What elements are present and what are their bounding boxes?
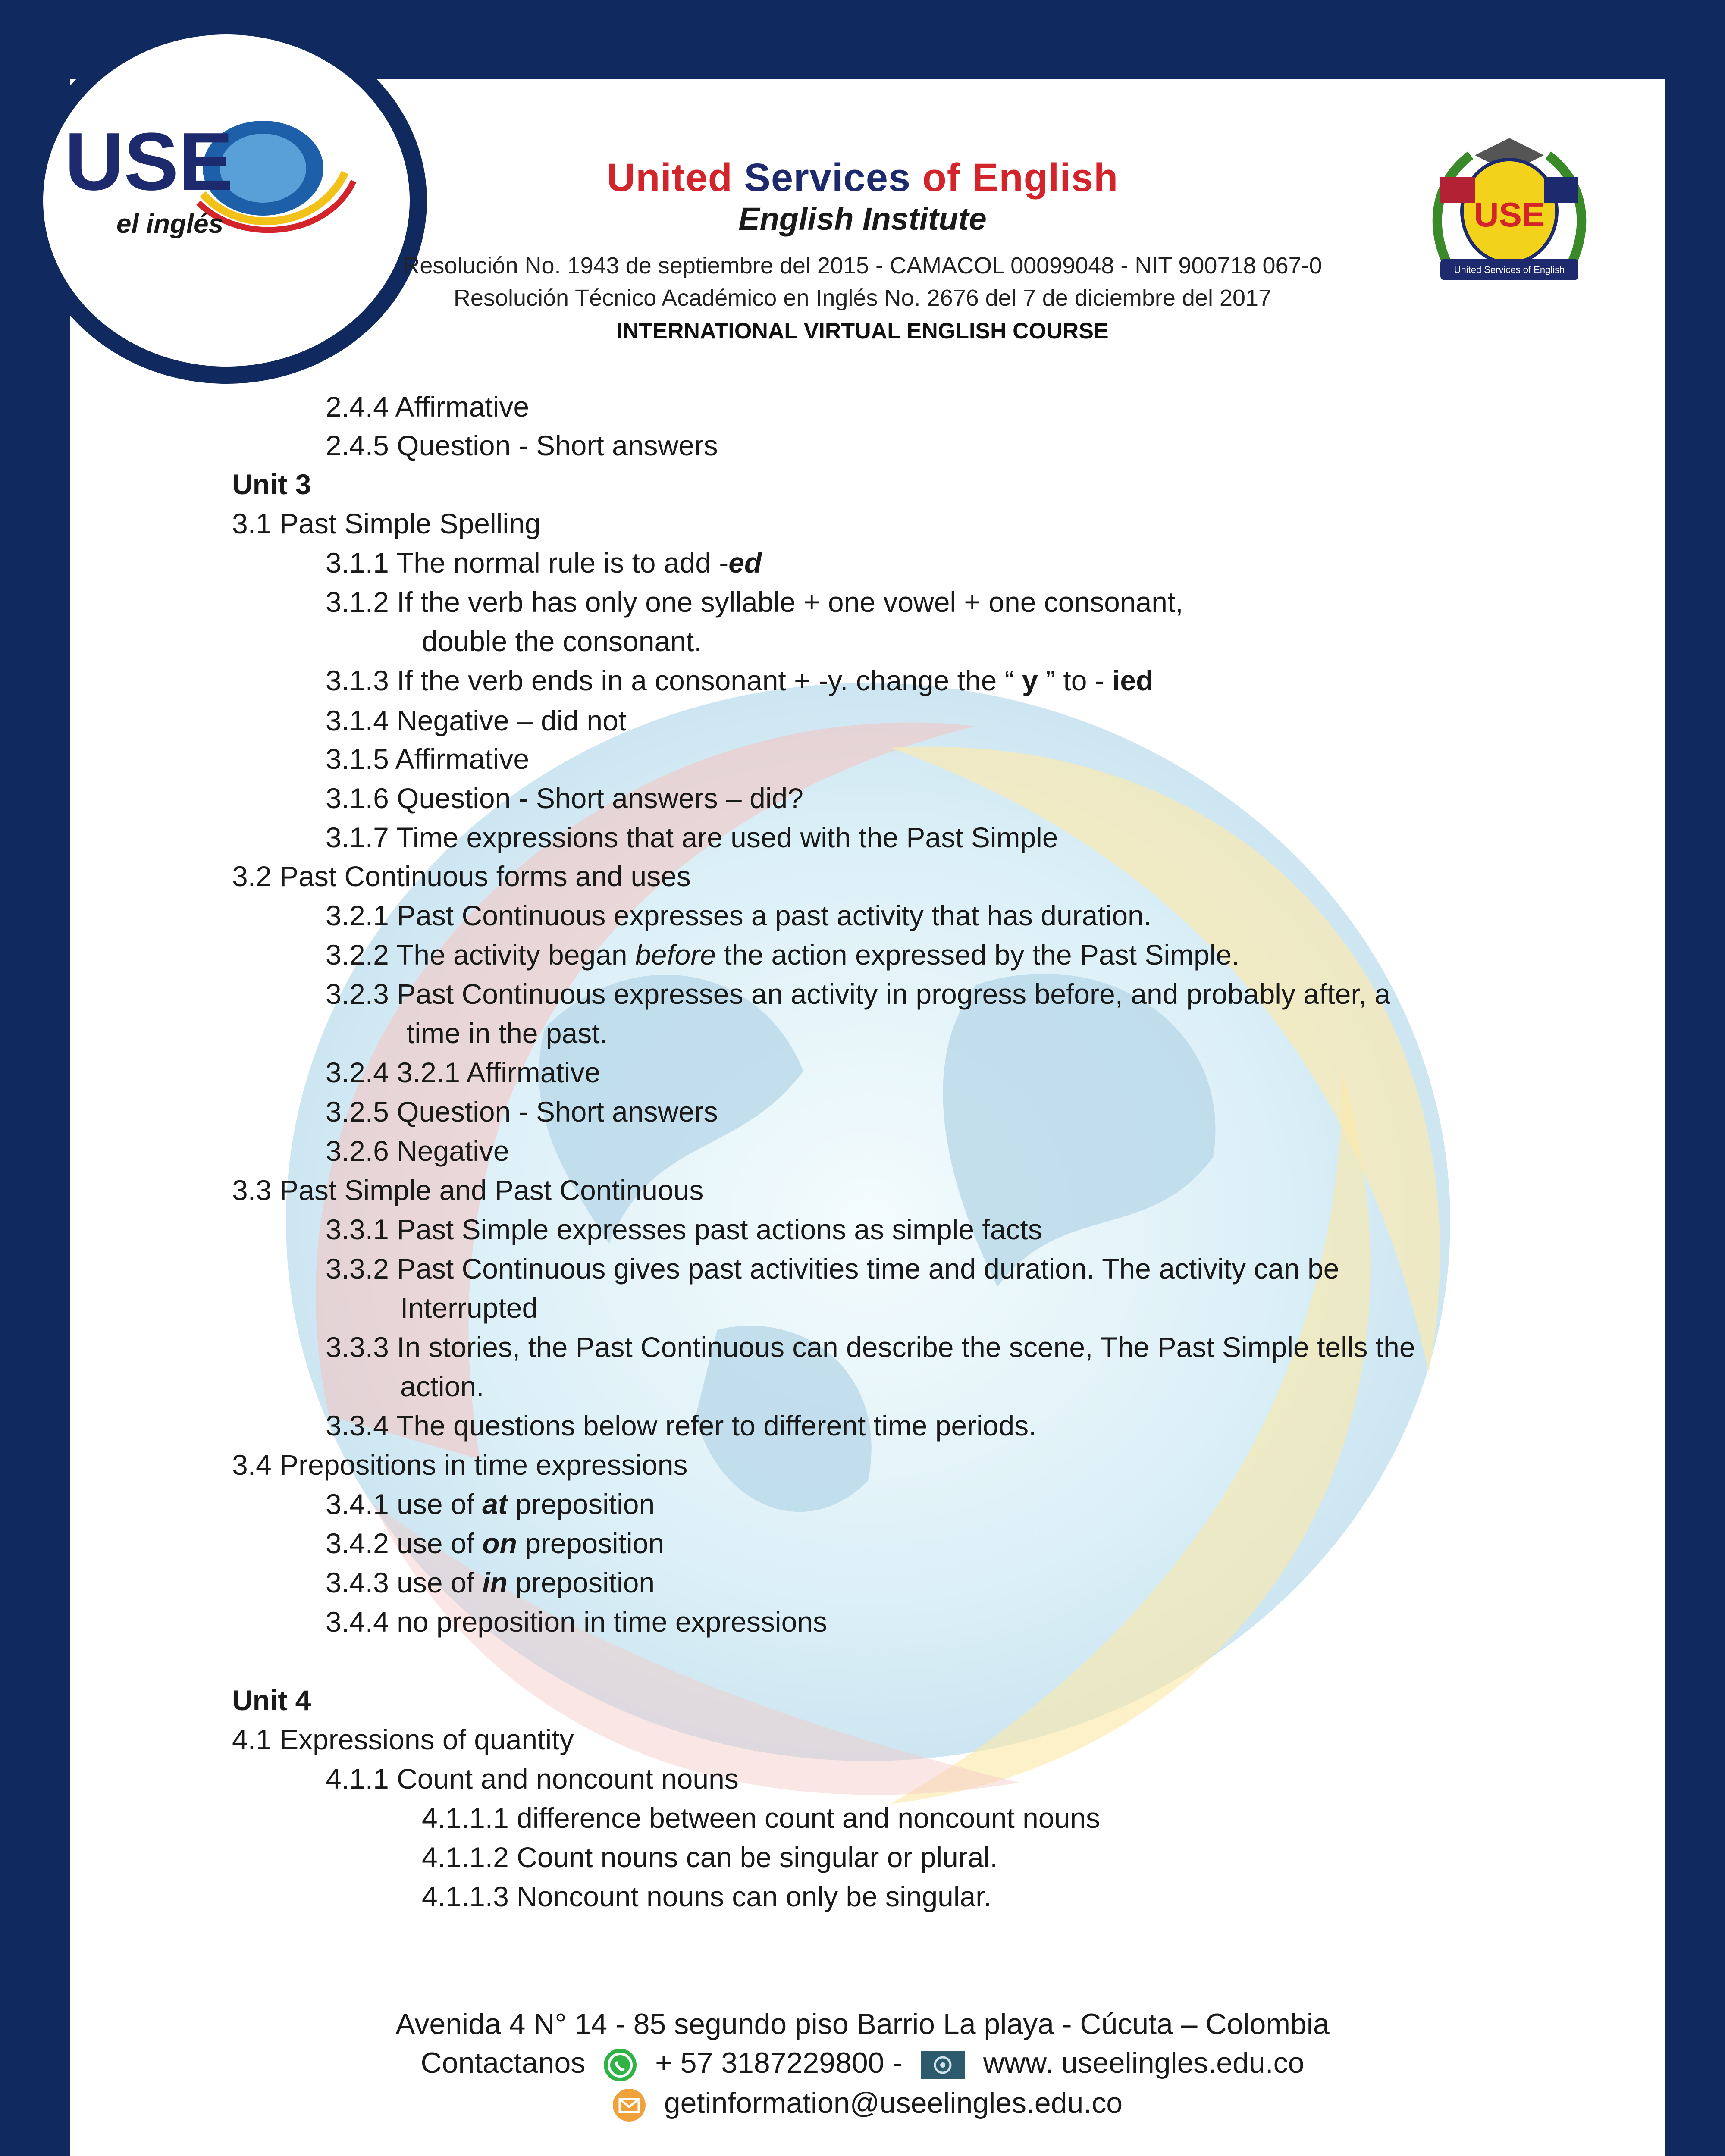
list-item-continuation: double the consonant. — [422, 625, 702, 657]
list-item: 3.2.3 Past Continuous expresses an activity in progress before, and probably after, a — [326, 978, 1391, 1010]
list-item: 3.1.6 Question - Short answers – did? — [326, 782, 803, 814]
list-item-continuation: time in the past. — [407, 1017, 608, 1049]
footer-address: Avenida 4 N° 14 - 85 segundo piso Barrio La playa - Cúcuta – Colombia — [395, 2008, 1330, 2040]
list-item: 2.4.4 Affirmative — [326, 391, 530, 423]
website-link[interactable]: www. useelingles.edu.co — [983, 2046, 1305, 2079]
crest-text: USE — [1474, 195, 1545, 234]
section-heading: 3.2 Past Continuous forms and uses — [232, 860, 691, 892]
list-item: 4.1.1.2 Count nouns can be singular or plural. — [422, 1841, 998, 1873]
list-item: 3.2.5 Question - Short answers — [326, 1096, 718, 1128]
resolution-line-2: Resolución Técnico Académico en Inglés No. 2676 del 7 de diciembre del 2017 — [453, 285, 1272, 311]
list-item: 3.4.2 use of on preposition — [326, 1527, 665, 1559]
list-item: 4.1.1.3 Noncount nouns can only be singular. — [422, 1880, 991, 1912]
list-item: 3.2.4 3.2.1 Affirmative — [326, 1056, 601, 1088]
institute-subtitle: English Institute — [738, 201, 987, 237]
list-item: 3.1.2 If the verb has only one syllable + one vowel + one consonant, — [326, 586, 1183, 618]
footer-email — [0, 2086, 1725, 2123]
list-item-continuation: Interrupted — [400, 1292, 538, 1324]
list-item: 3.3.2 Past Continuous gives past activities time and duration. The activity can be — [326, 1253, 1339, 1285]
list-item: 3.1.3 If the verb ends in a consonant + -y. change the “ y ” to - ied — [326, 664, 1154, 696]
email-icon — [611, 2087, 647, 2123]
logo-text: USE — [65, 116, 233, 207]
list-item: 3.4.1 use of at preposition — [326, 1488, 655, 1520]
list-item: 3.4.4 no preposition in time expressions — [326, 1606, 827, 1638]
unit-heading: Unit 4 — [232, 1684, 311, 1716]
list-item: 3.1.7 Time expressions that are used with the Past Simple — [326, 821, 1058, 853]
phone-number[interactable]: + 57 3187229800 - — [655, 2046, 902, 2079]
list-item: 4.1.1.1 difference between count and noncount nouns — [422, 1802, 1101, 1834]
list-item: 3.1.1 The normal rule is to add -ed — [326, 547, 762, 579]
logo-tagline: el inglés — [116, 209, 224, 239]
email-link[interactable]: getinformation@useelingles.edu.co — [664, 2087, 1123, 2119]
website-icon — [919, 2047, 966, 2083]
list-item: 3.3.3 In stories, the Past Continuous can describe the scene, The Past Simple tells the — [326, 1331, 1415, 1363]
unit-heading: Unit 3 — [232, 468, 311, 500]
section-heading: 3.3 Past Simple and Past Continuous — [232, 1174, 704, 1206]
list-item: 3.3.1 Past Simple expresses past actions as simple facts — [326, 1213, 1042, 1245]
resolution-line-1: Resolución No. 1943 de septiembre del 2015 - CAMACOL 00099048 - NIT 900718 067-0 — [403, 253, 1322, 279]
section-heading: 4.1 Expressions of quantity — [232, 1724, 574, 1755]
list-item: 3.1.4 Negative – did not — [326, 705, 627, 736]
contact-label: Contactanos — [420, 2046, 586, 2079]
list-item: 3.4.3 use of in preposition — [326, 1567, 655, 1598]
list-item: 2.4.5 Question - Short answers — [326, 429, 718, 461]
list-item: 3.3.4 The questions below refer to different time periods. — [326, 1410, 1037, 1442]
crest-banner: United Services of English — [1454, 264, 1565, 275]
section-heading: 3.1 Past Simple Spelling — [232, 508, 541, 539]
whatsapp-icon — [602, 2047, 638, 2083]
list-item: 3.2.1 Past Continuous expresses a past activity that has duration. — [326, 899, 1152, 931]
section-heading: 3.4 Prepositions in time expressions — [232, 1449, 688, 1481]
list-item: 3.1.5 Affirmative — [326, 743, 530, 775]
institute-title: United Services of English — [606, 156, 1119, 200]
course-title: INTERNATIONAL VIRTUAL ENGLISH COURSE — [616, 319, 1109, 344]
list-item: 3.2.6 Negative — [326, 1135, 509, 1167]
list-item: 3.2.2 The activity began before the action expressed by the Past Simple. — [326, 939, 1240, 971]
list-item-continuation: action. — [400, 1370, 484, 1402]
footer-contact — [0, 2046, 1725, 2083]
list-item: 4.1.1 Count and noncount nouns — [326, 1763, 739, 1795]
